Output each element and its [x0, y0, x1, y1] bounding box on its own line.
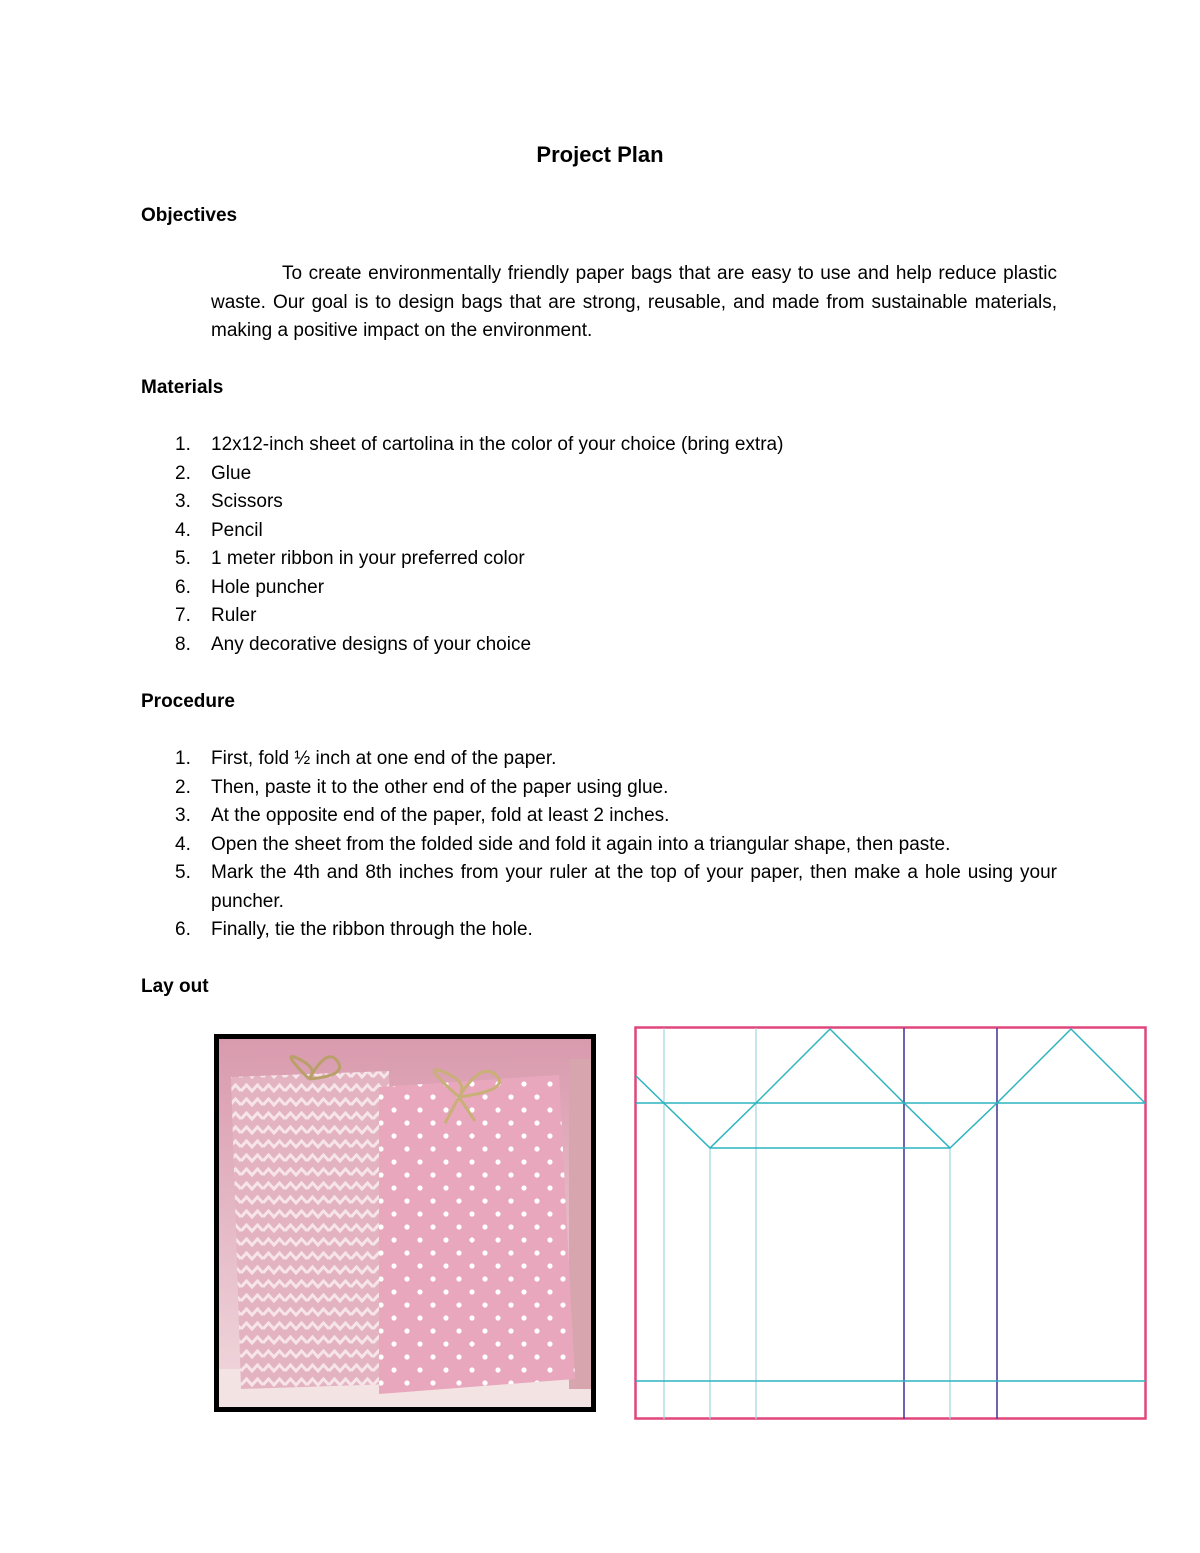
list-text: Open the sheet from the folded side and fold it again into a triangular shape, then paste. — [211, 833, 951, 855]
list-item — [175, 517, 1057, 546]
list-number: 5. — [175, 862, 191, 883]
list-number: 8. — [175, 633, 191, 655]
list-text: 1 meter ribbon in your preferred color — [211, 548, 525, 569]
list-item — [175, 745, 1057, 774]
list-text: Then, paste it to the other end of the paper using glue. — [211, 776, 669, 798]
list-number: 7. — [175, 605, 191, 626]
paper-bags-photo — [214, 1034, 596, 1412]
list-number: 6. — [175, 919, 191, 940]
list-item — [175, 802, 1057, 831]
list-text: Hole puncher — [211, 576, 325, 598]
paper-bags-illustration — [219, 1039, 591, 1407]
list-item — [175, 574, 1057, 603]
list-item — [175, 774, 1057, 803]
list-text: Mark the 4th and 8th inches from your ruler at the top of your paper, then make a hole using your puncher. — [211, 862, 1057, 912]
list-number: 1. — [175, 434, 191, 455]
list-item — [175, 431, 1057, 460]
list-number: 4. — [175, 833, 191, 855]
diagram-border — [636, 1028, 1146, 1419]
list-item — [175, 545, 1057, 574]
list-text: Scissors — [211, 491, 283, 512]
list-number: 6. — [175, 576, 191, 598]
list-text: Glue — [211, 462, 252, 484]
chevron-bag — [231, 1071, 395, 1389]
procedure-list — [175, 745, 1057, 945]
list-text: 12x12-inch sheet of cartolina in the color of your choice (bring extra) — [211, 434, 784, 455]
star-bag — [379, 1075, 575, 1394]
materials-list — [175, 431, 1057, 659]
list-number: 1. — [175, 748, 191, 769]
list-text: Finally, tie the ribbon through the hole. — [211, 919, 533, 940]
procedure-heading: Procedure — [141, 691, 235, 712]
list-text: Pencil — [211, 519, 263, 541]
list-number: 2. — [175, 462, 191, 484]
list-text: Ruler — [211, 605, 257, 626]
list-text: At the opposite end of the paper, fold at least 2 inches. — [211, 805, 670, 826]
list-number: 5. — [175, 548, 191, 569]
list-item — [175, 631, 1057, 660]
list-number: 2. — [175, 776, 191, 798]
list-number: 4. — [175, 519, 191, 541]
list-item — [175, 602, 1057, 631]
list-item — [175, 831, 1057, 860]
fold-layout-diagram — [634, 1026, 1148, 1421]
list-item — [175, 488, 1057, 517]
page-title: Project Plan — [536, 142, 664, 167]
list-number: 3. — [175, 491, 191, 512]
objectives-heading: Objectives — [141, 205, 238, 226]
list-text: Any decorative designs of your choice — [211, 633, 532, 655]
list-item — [175, 859, 1057, 916]
list-item — [175, 916, 1057, 945]
objectives-text: To create environmentally friendly paper bags that are easy to use and help reduce plastic waste. Our goal is to design bags that are strong, reusable, and made from sustainable materials, making a positive impact on the environment. — [211, 263, 1057, 341]
list-text: First, fold ½ inch at one end of the paper. — [211, 748, 557, 769]
materials-heading: Materials — [141, 377, 224, 398]
list-number: 3. — [175, 805, 191, 826]
layout-heading: Lay out — [141, 976, 209, 997]
list-item — [175, 460, 1057, 489]
